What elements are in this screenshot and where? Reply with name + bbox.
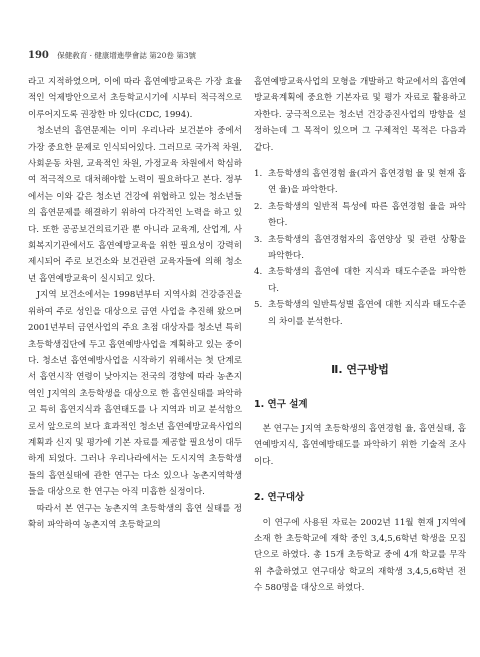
section-title: Ⅱ. 연구방법 — [331, 363, 389, 377]
running-header — [28, 50, 196, 61]
subsection-title: 1. 연구 설계 — [254, 398, 308, 410]
paragraph: 흡연예방교육사업의 모형을 개발하고 학교에서의 흡연예방교육계획에 중요한 기본자료 및 평가 자료로 활용하고자한다. 궁극적으로는 청소년 건강증진사업의 방향을 설정하는데 그 목적이 있으며 그 구체적인 목적은 다음과 같다. — [254, 77, 466, 153]
paragraph: 라고 지적하였으며, 이에 따라 흡연예방교육은 가장 효율적인 억제방안으로서 초등학교시기에 시부터 적극적으로 이루어지도록 권장한 바 있다(CDC, 1994). — [28, 77, 242, 120]
paragraph: 본 연구는 J지역 초등학생의 흡연경험 율, 흡연실태, 흡연예방지식, 흡연예방태도를 파악하기 위한 기술적 조사이다. — [254, 423, 466, 467]
right-column — [254, 74, 466, 597]
list-item: 1. 초등학생의 흡연경험 율(과거 흡연경험 율 및 현재 흡연 율)을 파악한다. — [254, 169, 466, 196]
list-item: 4. 초등학생의 흡연에 대한 지식과 태도수준을 파악한다. — [254, 267, 466, 294]
journal-title: 保健敎育 · 健康增進學會誌 第20卷 第3號 — [57, 51, 197, 60]
list-item: 3. 초등학생의 흡연경험자의 흡연양상 및 관련 상황을 파악한다. — [254, 234, 466, 262]
paragraph: 청소년의 흡연문제는 이미 우리나라 보건분야 중에서 가장 중요한 문제로 인식되어있다. 그러므로 국가적 차원, 사회운동 차원, 교육적인 차원, 가정교육 차원에서 학심하여 적극적으로 대처해야할 노력이 필요하다고 본다. 정부에서는 이와 같은 청소년 건강에 위협하고 있는 청소년들의 흡연문제를 해결하기 위하여 다각적인 노력을 하고 있다. 또한 공공보건의료기관 뿐 아니라 교육계, 산업계, 사회복지기관에서도 흡연예방교육을 위한 필요성이 강력히 제시되어 주로 보건소와 보건관련 교육자들에 의해 청소년 흡연예방교육이 실시되고 있다. — [28, 126, 242, 284]
subsection-title: 2. 연구대상 — [254, 492, 305, 504]
list-item: 5. 초등학생의 일반특성별 흡연에 대한 지식과 태도수준의 차이를 분석한다. — [254, 300, 466, 327]
paragraph: J지역 보건소에서는 1998년부터 지역사회 건강증진을 위하여 주로 성인을 대상으로 금연 사업을 추진해 왔으며 2001년부터 금연사업의 주요 초점 대상자를 청소년 특히 초등학생집단에 두고 흡연예방사업을 계획하고 있는 중이다. 청소년 흡연예방사업을 시작하기 위해서는 첫 단계로서 흡연시작 연령이 낮아지는 전국의 경향에 따라 농촌지역인 J지역의 초등학생을 대상으로 한 흡연실태를 파악하고 특히 흡연지식과 흡연태도를 나 지역과 비교 분석함으로서 앞으로의 보다 효과적인 청소년 흡연예방교육사업의 계획과 신지 및 평가에 기본 자료를 제공할 필요성이 대두하게 되었다. 그러나 우리나라에서는 도시지역 초등학생들의 흡연실태에 관한 연구는 다소 있으나 농촌지역학생들을 대상으로 한 연구는 아직 미흡한 실정이다. — [28, 290, 242, 498]
list-item: 2. 초등학생의 일반적 특성에 따른 흡연경험 율을 파악한다. — [254, 201, 466, 229]
objectives-list — [254, 166, 466, 330]
left-column — [28, 74, 242, 533]
page-number: 190 — [28, 50, 49, 61]
paragraph: 따라서 본 연구는 농촌지역 초등학생의 흡연 실태를 정확히 파악하여 농촌지역 초등학교의 — [28, 503, 242, 530]
paragraph: 이 연구에 사용된 자료는 2002년 11월 현재 J지역에 소재 한 초등학교에 재학 중인 3,4,5,6학년 학생을 모집단으로 하였다. 총 15개 초등학교 중에 4개 학교를 무작위 추출하였고 연구대상 학교의 재학생 3,4,5,6학년 전수 580명을 대상으로 하였다. — [254, 517, 466, 594]
